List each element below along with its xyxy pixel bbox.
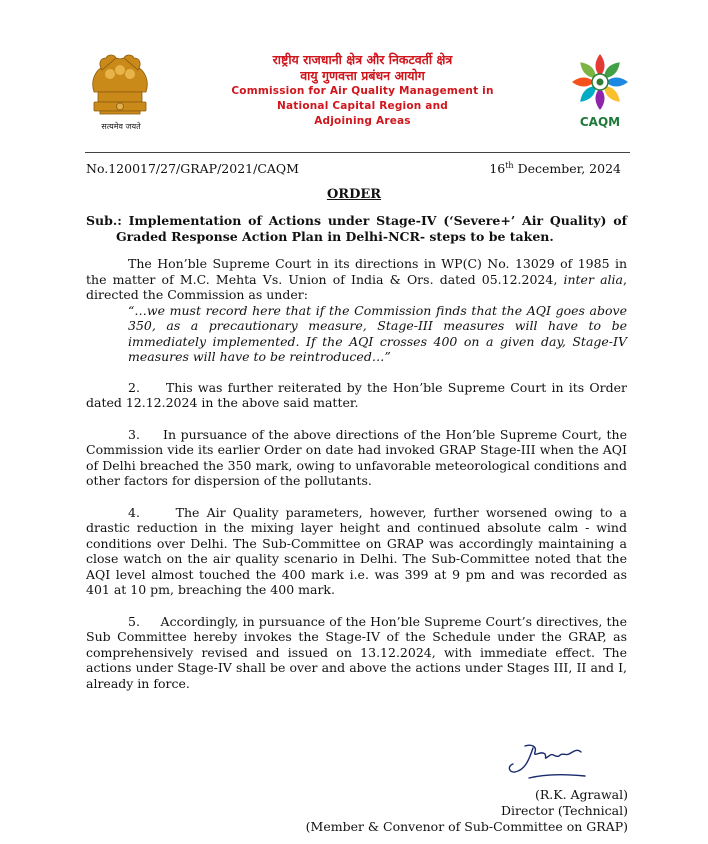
paragraph-2: 2. This was further reiterated by the Hon’ble Supreme Court in its Order dated 12.12.2024 in the above said matter. bbox=[86, 379, 627, 410]
paragraph-1-end: , directed the Commission as under: bbox=[86, 271, 627, 302]
signatory-designation: Director (Technical) bbox=[501, 803, 628, 818]
letterhead bbox=[0, 0, 708, 150]
org-english-line-1: Commission for Air Quality Management in bbox=[231, 85, 494, 97]
caqm-logo-text: CAQM bbox=[579, 115, 621, 129]
signatory-role: (Member & Convenor of Sub-Committee on GRAP) bbox=[305, 819, 628, 834]
org-english-line-2: National Capital Region and bbox=[277, 100, 448, 112]
date-day: 16 bbox=[489, 161, 506, 177]
paragraph-1 bbox=[86, 256, 627, 303]
order-body bbox=[86, 213, 627, 707]
caqm-logo-icon bbox=[565, 50, 635, 132]
paragraph-4: 4. The Air Quality parameters, however, further worsened owing to a drastic reduction in the mixing layer height and continued absolute calm - wind conditions over Delhi. The Sub-Committee on GRAP was accordingly maintaining a close watch on the air quality scenario in Delhi. The Sub-Committee noted that the AQI level almost touched the 400 mark i.e. was 399 at 9 pm and was recorded as 401 at 10 pm, breaching the 400 mark. bbox=[86, 504, 627, 597]
subject-line: Sub.: Implementation of Actions under Stage-IV (‘Severe+’ Air Quality) of Graded Response Action Plan in Delhi-NCR- steps to be taken. bbox=[86, 213, 627, 244]
court-quote: “…we must record here that if the Commission finds that the AQI goes above 350, as a precautionary measure, Stage-III measures will have to be immediately implemented. If the AQI crosses 400 on a given day, Stage-IV measures will have to be reintroduced…” bbox=[128, 302, 627, 364]
organization-name bbox=[160, 52, 565, 129]
paragraph-3: 3. In pursuance of the above directions of the Hon’ble Supreme Court, the Commission vide its earlier Order on date had invoked GRAP Stage-III when the AQI of Delhi breached the 350 mark, owing to unfavorable meteorological conditions and other factors for dispersion of the pollutants. bbox=[86, 426, 627, 488]
paragraph-5: 5. Accordingly, in pursuance of the Hon’ble Supreme Court’s directives, the Sub Committee hereby invokes the Stage-IV of the Schedule under the GRAP, as comprehensively revised and issued on 13.12.2024, with immediate effect. The actions under Stage-IV shall be over and above the actions under Stages III, II and I, already in force. bbox=[86, 613, 627, 691]
org-hindi-line-1: राष्ट्रीय राजधानी क्षेत्र और निकटवर्ती क्षेत्र bbox=[272, 52, 453, 67]
date-suffix: th bbox=[505, 161, 514, 170]
emblem-motto: सत्यमेव जयते bbox=[101, 122, 141, 131]
reference-number: No.120017/27/GRAP/2021/CAQM bbox=[86, 161, 299, 176]
order-title: ORDER bbox=[326, 187, 382, 202]
paragraph-1-text: The Hon’ble Supreme Court in its directions in WP(C) No. 13029 of 1985 in the matter of M.C. Mehta Vs. Union of India & Ors. dated 05.12.2024, bbox=[86, 256, 627, 287]
order-date bbox=[489, 161, 621, 176]
org-hindi-line-2: वायु गुणवत्ता प्रबंधन आयोग bbox=[300, 68, 425, 83]
org-english-line-3: Adjoining Areas bbox=[314, 115, 411, 127]
signatory-block bbox=[306, 787, 628, 835]
paragraph-1-italic: inter alia bbox=[563, 271, 624, 287]
signature-icon bbox=[485, 730, 635, 785]
date-rest: December, 2024 bbox=[513, 161, 621, 177]
header-divider bbox=[85, 152, 630, 153]
signatory-name: (R.K. Agrawal) bbox=[534, 787, 628, 802]
